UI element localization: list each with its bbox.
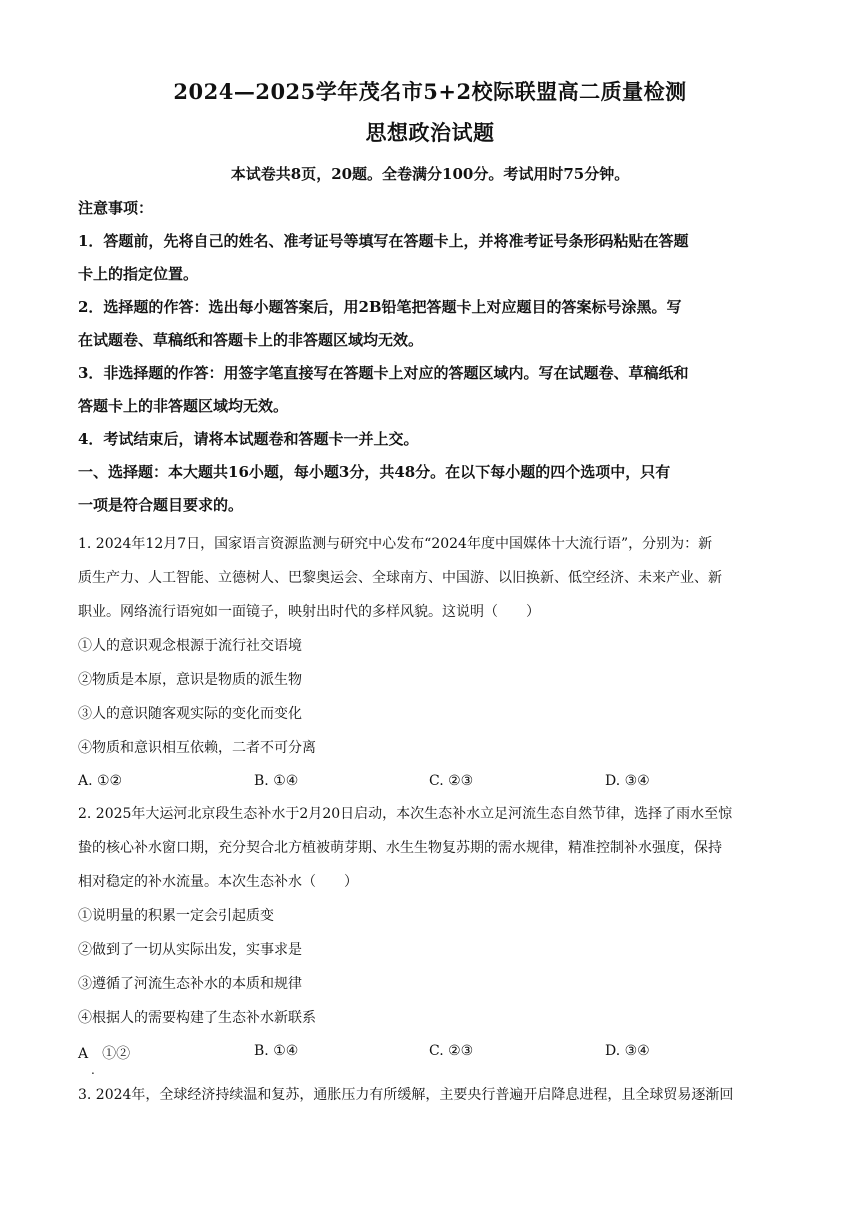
section-1-heading-line-1: 一、选择题：本大题共16小题，每小题3分，共48分。在以下每小题的四个选项中，只有 <box>78 463 671 481</box>
note-3-line-2: 答题卡上的非答题区域均无效。 <box>78 397 289 415</box>
note-2-line-2: 在试题卷、草稿纸和答题卡上的非答题区域均无效。 <box>78 331 424 349</box>
note-2-line-1: 2．选择题的作答：选出每小题答案后，用2B铅笔把答题卡上对应题目的答案标号涂黑。写 <box>78 298 682 316</box>
question-2-line-2: 蛰的核心补水窗口期，充分契合北方植被萌芽期、水生生物复苏期的需水规律，精准控制补水强度，保持 <box>78 840 722 856</box>
question-2-statement-2: ②做到了一切从实际出发，实事求是 <box>78 942 302 958</box>
question-1-statement-4: ④物质和意识相互依赖，二者不可分离 <box>78 740 316 756</box>
question-3 <box>78 1078 786 1112</box>
question-1-line-1: 1. 2024年12月7日，国家语言资源监测与研究中心发布“2024年度中国媒体十大流行语”，分别为：新 <box>78 536 713 552</box>
exam-info: 本试卷共8页，20题。全卷满分100分。考试用时75分钟。 <box>230 165 630 183</box>
question-2-line-3: 相对稳定的补水流量。本次生态补水（ ） <box>78 874 358 890</box>
question-2-option-c[interactable]: C. ②③ <box>429 1043 474 1059</box>
question-1-option-a[interactable]: A. ①② <box>78 773 123 789</box>
question-3-line-1: 3. 2024年，全球经济持续温和复苏，通胀压力有所缓解，主要央行普遍开启降息进程，且全球贸易逐渐回 <box>78 1087 734 1103</box>
notes-heading: 注意事项： <box>78 199 154 217</box>
note-3-line-1: 3．非选择题的作答：用签字笔直接写在答题卡上对应的答题区域内。写在试题卷、草稿纸和 <box>78 364 689 382</box>
question-2-statement-4: ④根据人的需要构建了生态补水新联系 <box>78 1010 316 1026</box>
question-2-option-b[interactable]: B. ①④ <box>254 1043 299 1059</box>
note-1-line-1: 1．答题前，先将自己的姓名、准考证号等填写在答题卡上，并将准考证号条形码粘贴在答题 <box>78 232 689 250</box>
question-2-option-d[interactable]: D. ③④ <box>605 1043 650 1059</box>
question-1-statement-1: ①人的意识观念根源于流行社交语境 <box>78 638 302 654</box>
subject-title: 思想政治试题 <box>365 120 495 145</box>
question-2-statement-1: ①说明量的积累一定会引起质变 <box>78 908 274 924</box>
question-1-line-3: 职业。网络流行语宛如一面镜子，映射出时代的多样风貌。这说明（ ） <box>78 604 540 620</box>
question-2-statement-3: ③遵循了河流生态补水的本质和规律 <box>78 976 302 992</box>
question-1-option-c[interactable]: C. ②③ <box>429 773 474 789</box>
question-2-option-a-dot: . <box>91 1063 95 1077</box>
note-4: 4．考试结束后，请将本试题卷和答题卡一并上交。 <box>78 430 419 448</box>
question-1-statement-3: ③人的意识随客观实际的变化而变化 <box>78 706 302 722</box>
note-1-line-2: 卡上的指定位置。 <box>78 265 199 283</box>
question-1 <box>78 527 786 765</box>
question-2-option-a[interactable]: A ①② <box>78 1046 131 1062</box>
exam-title: 2024—2025学年茂名市5+2校际联盟高二质量检测 <box>173 79 687 104</box>
question-2-line-1: 2. 2025年大运河北京段生态补水于2月20日启动，本次生态补水立足河流生态自然节律，选择了雨水至惊 <box>78 806 733 822</box>
question-1-option-b[interactable]: B. ①④ <box>254 773 299 789</box>
question-2-options <box>78 1043 786 1071</box>
section-1-heading-line-2: 一项是符合题目要求的。 <box>78 496 244 514</box>
question-1-line-2: 质生产力、人工智能、立德树人、巴黎奥运会、全球南方、中国游、以旧换新、低空经济、未来产业、新 <box>78 570 722 586</box>
notes-section <box>78 192 786 522</box>
question-1-option-d[interactable]: D. ③④ <box>605 773 650 789</box>
question-2 <box>78 797 786 1035</box>
question-1-statement-2: ②物质是本原，意识是物质的派生物 <box>78 672 302 688</box>
